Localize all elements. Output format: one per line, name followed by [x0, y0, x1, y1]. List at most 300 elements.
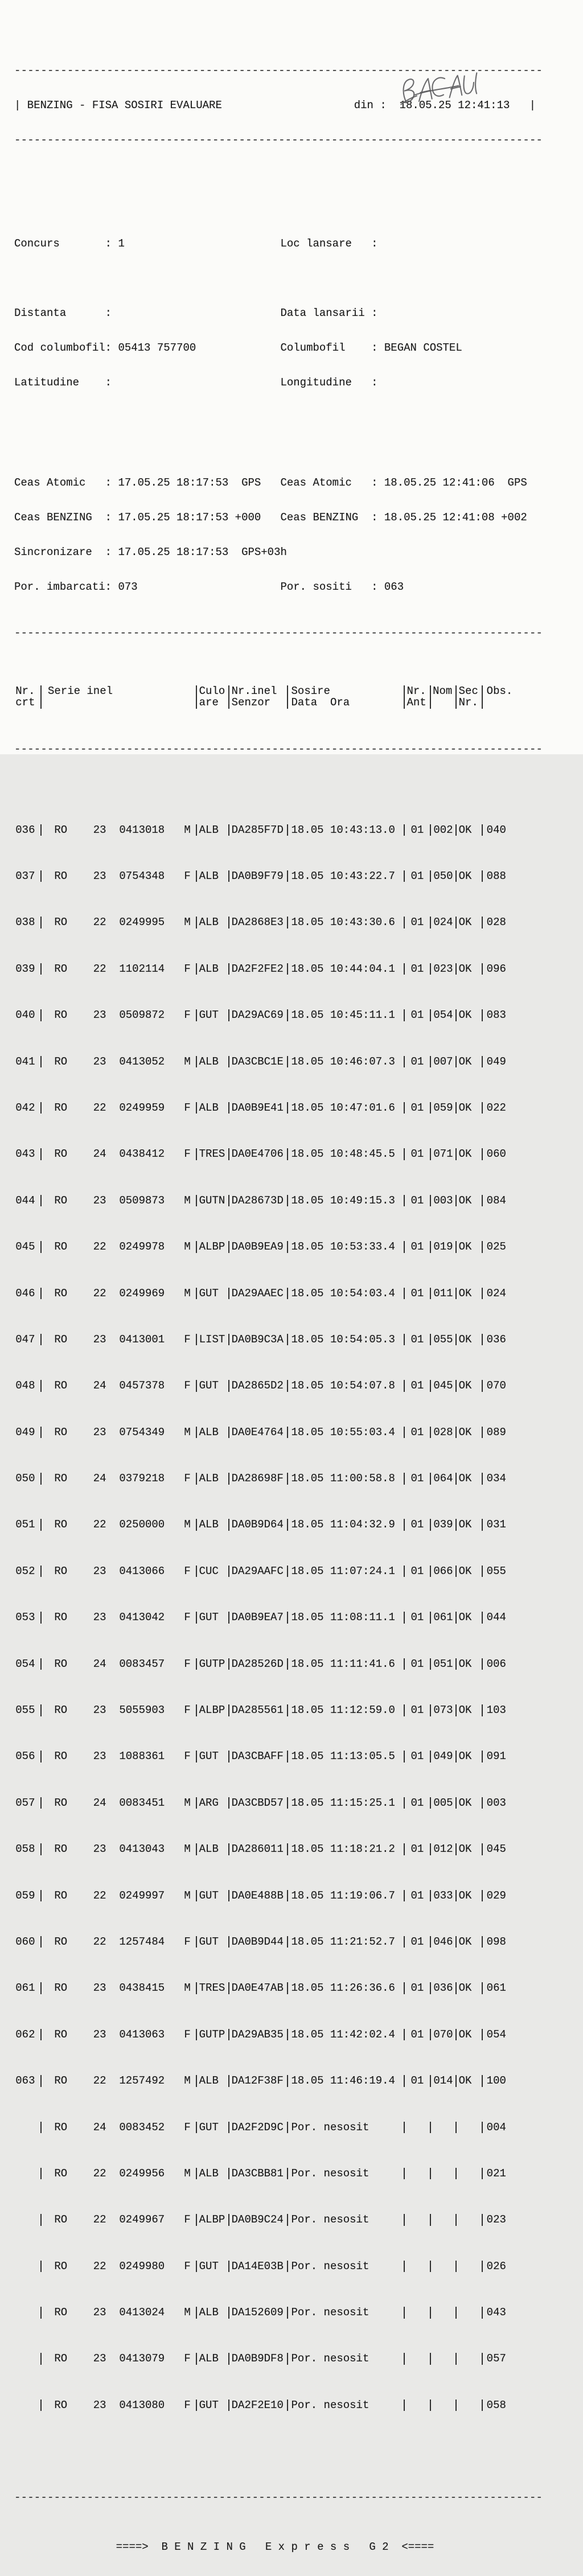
cell-senzor: DA29AAFC: [228, 1566, 287, 1577]
pigeon-sex: M: [184, 2306, 191, 2319]
cell-senzor: DA0E4764: [228, 1427, 287, 1439]
border-pipe: [14, 100, 20, 111]
meta-value: : BEGAN COSTEL: [371, 342, 462, 354]
border-pipe: [529, 100, 536, 111]
ring-country: RO: [54, 1009, 68, 1022]
cell-obs: 057: [482, 2353, 533, 2365]
cell-obs: 023: [482, 2214, 533, 2226]
meta-line-latitudine: [14, 377, 536, 388]
pigeon-sex: M: [184, 1796, 191, 1809]
ring-year: 24: [93, 2121, 106, 2134]
cell-obs: 096: [482, 963, 533, 975]
cell-sosire: 18.05 11:08:11.1: [287, 1612, 404, 1624]
cell-nom: 014: [430, 2075, 456, 2087]
meta-label: Columbofil: [280, 342, 346, 355]
clock-label: Por. sositi: [280, 580, 352, 593]
ring-number: 0509873: [119, 1194, 165, 1207]
cell-nr-ant: 01: [404, 1612, 430, 1624]
cell-senzor: DA3CBD57: [228, 1797, 287, 1809]
cell-nom: 028: [430, 1427, 456, 1439]
table-row: [14, 2400, 536, 2411]
cell-culoare: ALB: [196, 2168, 228, 2180]
cell-sosire: 18.05 11:26:36.6: [287, 1982, 404, 1994]
pigeon-sex: F: [184, 1148, 191, 1161]
ring-number: 0438412: [119, 1148, 165, 1161]
cell-culoare: GUT: [196, 1890, 228, 1902]
ring-country: RO: [54, 1750, 68, 1763]
cell-nr-crt: 059: [15, 1889, 35, 1902]
cell-nom: 046: [430, 1936, 456, 1948]
cell-serie-inel: [40, 1982, 196, 1994]
cell-sec: OK: [455, 1334, 482, 1346]
cell-obs: 045: [482, 1843, 533, 1855]
cell-nom: [430, 2261, 456, 2273]
ring-number: 1257484: [119, 1935, 165, 1948]
ring-country: RO: [54, 962, 68, 975]
cell-nom: 045: [430, 1380, 456, 1392]
ring-country: RO: [54, 1518, 68, 1531]
cell-nom: 059: [430, 1102, 456, 1114]
cell-nom: [430, 2307, 456, 2319]
cell-senzor: DA3CBAFF: [228, 1751, 287, 1762]
ring-number: 1088361: [119, 1750, 165, 1763]
cell-sec: OK: [455, 917, 482, 928]
cell-nr-crt: 039: [15, 962, 35, 975]
cell-senzor: DA0B9F79: [228, 870, 287, 882]
ring-country: RO: [54, 2352, 68, 2365]
cell-senzor: DA285561: [228, 1704, 287, 1716]
cell-culoare: ALB: [196, 1519, 228, 1531]
table-row: [14, 1380, 536, 1392]
cell-sec: OK: [455, 1982, 482, 1994]
cell-serie-inel: [40, 1890, 196, 1902]
table-row: [14, 1334, 536, 1346]
meta-label: Loc lansare: [280, 237, 352, 250]
clock-line-atomic: [14, 477, 536, 488]
cell-nr-crt: 053: [15, 1611, 35, 1624]
cell-serie-inel: [40, 1009, 196, 1021]
cell-nom: 054: [430, 1009, 456, 1021]
ring-number: 0249997: [119, 1889, 165, 1902]
meta-label: Latitudine: [14, 376, 80, 389]
cell-culoare: GUT: [196, 1751, 228, 1762]
cell-senzor: DA3CBB81: [228, 2168, 287, 2180]
cell-culoare: ARG: [196, 1797, 228, 1809]
table-row: [14, 1519, 536, 1531]
cell-nom: 073: [430, 1704, 456, 1716]
cell-senzor: DA29AB35: [228, 2029, 287, 2041]
cell-sosire: 18.05 10:54:05.3: [287, 1334, 404, 1346]
cell-culoare: ALBP: [196, 1704, 228, 1716]
cell-sosire: 18.05 10:49:15.3: [287, 1195, 404, 1207]
cell-sec: OK: [455, 1195, 482, 1207]
cell-obs: 098: [482, 1936, 533, 1948]
cell-nr-crt: 060: [15, 1935, 35, 1948]
cell-sosire: Por. nesosit: [287, 2353, 404, 2365]
cell-sec: OK: [455, 1890, 482, 1902]
table-row: [14, 1843, 536, 1855]
table-row: [14, 824, 536, 836]
meta-line-distanta: [14, 307, 536, 319]
table-row: [14, 1102, 536, 1114]
ring-year: 22: [93, 2259, 106, 2273]
cell-serie-inel: [40, 1148, 196, 1160]
cell-serie-inel: [40, 1566, 196, 1577]
cell-nom: 023: [430, 963, 456, 975]
ring-year: 22: [93, 962, 106, 975]
cell-nr-crt: [14, 2353, 40, 2365]
clock-label: Sincronizare: [14, 546, 92, 559]
cell-sec: OK: [455, 2075, 482, 2087]
cell-nom: [430, 2122, 456, 2134]
table-row: [14, 2168, 536, 2180]
ring-year: 22: [93, 1889, 106, 1902]
ring-country: RO: [54, 2306, 68, 2319]
table-row: [14, 1982, 536, 1994]
ring-country: RO: [54, 2398, 68, 2411]
ring-number: 0249980: [119, 2259, 165, 2273]
cell-obs: 004: [482, 2122, 533, 2134]
cell-sosire: Por. nesosit: [287, 2168, 404, 2180]
cell-nr-ant: 01: [404, 1288, 430, 1300]
column-header-nr-crt: Nr. crt: [15, 684, 35, 709]
cell-nr-ant: 01: [404, 1566, 430, 1577]
cell-nr-crt: 036: [15, 823, 35, 836]
cell-nr-ant: 01: [404, 1982, 430, 1994]
pigeon-sex: F: [184, 2121, 191, 2134]
cell-culoare: GUT: [196, 1936, 228, 1948]
cell-senzor: DA3CBC1E: [228, 1056, 287, 1068]
pigeon-sex: M: [184, 1055, 191, 1068]
table-row: [14, 1427, 536, 1439]
ring-country: RO: [54, 1843, 68, 1856]
cell-obs: 024: [482, 1288, 533, 1300]
cell-culoare: ALB: [196, 2307, 228, 2319]
cell-obs: 021: [482, 2168, 533, 2180]
ring-country: RO: [54, 1055, 68, 1068]
ring-year: 23: [93, 1750, 106, 1763]
pigeon-sex: F: [184, 2259, 191, 2273]
ring-number: 0754349: [119, 1425, 165, 1439]
cell-obs: 058: [482, 2400, 533, 2411]
cell-nr-crt: 037: [15, 869, 35, 882]
cell-nr-crt: [14, 2261, 40, 2273]
cell-sosire: 18.05 10:55:03.4: [287, 1427, 404, 1439]
cell-sosire: 18.05 10:46:07.3: [287, 1056, 404, 1068]
clock-label: Ceas Atomic: [280, 476, 352, 490]
cell-sec: [455, 2168, 482, 2180]
cell-culoare: ALB: [196, 2075, 228, 2087]
cell-nr-crt: 062: [15, 2028, 35, 2041]
cell-nr-ant: 01: [404, 1936, 430, 1948]
ring-country: RO: [54, 1982, 68, 1995]
table-row: [14, 917, 536, 928]
clock-value: : 18.05.25 12:41:06 GPS: [371, 477, 527, 488]
cell-culoare: GUT: [196, 1009, 228, 1021]
cell-culoare: ALB: [196, 824, 228, 836]
ring-year: 22: [93, 1240, 106, 1254]
column-header-culoare: Culo are: [196, 685, 228, 709]
cell-obs: 036: [482, 1334, 533, 1346]
cell-senzor: DA29AAEC: [228, 1288, 287, 1300]
cell-senzor: DA0B9E41: [228, 1102, 287, 1114]
dashed-rule: --------------------------------------------------------------------------------: [14, 64, 543, 77]
pigeon-sex: M: [184, 2074, 191, 2088]
cell-nom: 011: [430, 1288, 456, 1300]
cell-sosire: Por. nesosit: [287, 2214, 404, 2226]
cell-senzor: DA0B9C3A: [228, 1334, 287, 1346]
ring-year: 24: [93, 1148, 106, 1161]
cell-sec: OK: [455, 824, 482, 836]
ring-country: RO: [54, 1704, 68, 1717]
ring-number: 0379218: [119, 1472, 165, 1485]
ring-year: 23: [93, 1982, 106, 1995]
cell-obs: 022: [482, 1102, 533, 1114]
cell-senzor: DA285F7D: [228, 824, 287, 836]
ring-country: RO: [54, 2167, 68, 2180]
cell-sec: OK: [455, 1843, 482, 1855]
cell-serie-inel: [40, 1658, 196, 1670]
pigeon-sex: F: [184, 869, 191, 882]
cell-senzor: DA152609: [228, 2307, 287, 2319]
cell-obs: 084: [482, 1195, 533, 1207]
cell-culoare: GUTN: [196, 1195, 228, 1207]
meta-label: Concurs: [14, 237, 60, 250]
cell-obs: 083: [482, 1009, 533, 1021]
cell-culoare: LIST: [196, 1334, 228, 1346]
cell-nr-crt: 057: [15, 1796, 35, 1809]
cell-sosire: 18.05 10:54:07.8: [287, 1380, 404, 1392]
cell-senzor: DA0E4706: [228, 1148, 287, 1160]
cell-nr-crt: 046: [15, 1287, 35, 1300]
ring-year: 23: [93, 1564, 106, 1577]
pigeon-sex: F: [184, 2352, 191, 2365]
cell-nr-ant: 01: [404, 1195, 430, 1207]
ring-number: 1102114: [119, 962, 165, 975]
clock-value: : 17.05.25 18:17:53 GPS: [105, 477, 261, 488]
dashed-rule: --------------------------------------------------------------------------------: [14, 2491, 543, 2504]
cell-senzor: DA0B9D44: [228, 1936, 287, 1948]
table-row: [14, 1288, 536, 1300]
cell-culoare: GUT: [196, 2122, 228, 2134]
cell-serie-inel: [40, 1195, 196, 1207]
footer-text: ====> B E N Z I N G E x p r e s s G 2 <====: [116, 2540, 434, 2553]
pigeon-sex: F: [184, 962, 191, 975]
cell-nom: 055: [430, 1334, 456, 1346]
ring-country: RO: [54, 869, 68, 882]
cell-nom: 050: [430, 870, 456, 882]
cell-culoare: TRES: [196, 1148, 228, 1160]
table-row: [14, 2214, 536, 2226]
table-row: [14, 2353, 536, 2365]
cell-obs: 040: [482, 824, 533, 836]
pigeon-sex: M: [184, 823, 191, 836]
cell-serie-inel: [40, 2261, 196, 2273]
din-label: din :: [354, 98, 387, 112]
cell-senzor: DA28526D: [228, 1658, 287, 1670]
cell-senzor: DA286011: [228, 1843, 287, 1855]
cell-nr-ant: 01: [404, 1843, 430, 1855]
cell-nr-ant: 01: [404, 1519, 430, 1531]
table-row: [14, 1566, 536, 1577]
cell-nom: 036: [430, 1982, 456, 1994]
cell-obs: 028: [482, 917, 533, 928]
ring-year: 24: [93, 1657, 106, 1670]
cell-sosire: Por. nesosit: [287, 2122, 404, 2134]
cell-sec: OK: [455, 1751, 482, 1762]
report-datetime: 18.05.25 12:41:13: [399, 98, 510, 112]
ring-country: RO: [54, 2259, 68, 2273]
cell-sosire: 18.05 11:07:24.1: [287, 1566, 404, 1577]
clock-label: Ceas BENZING: [280, 511, 359, 524]
cell-nr-crt: 056: [15, 1750, 35, 1763]
column-header-nr-inel-senzor: Nr.inel Senzor: [228, 685, 287, 709]
cell-culoare: TRES: [196, 1982, 228, 1994]
ring-year: 22: [93, 1518, 106, 1531]
cell-nr-ant: 01: [404, 1890, 430, 1902]
table-row: [14, 1704, 536, 1716]
cell-senzor: DA28698F: [228, 1473, 287, 1485]
cell-sec: [455, 2353, 482, 2365]
ring-country: RO: [54, 1796, 68, 1809]
cell-sosire: 18.05 11:46:19.4: [287, 2075, 404, 2087]
clock-value: : 073: [105, 581, 138, 593]
cell-obs: 103: [482, 1704, 533, 1716]
cell-obs: 049: [482, 1056, 533, 1068]
cell-senzor: DA0E488B: [228, 1890, 287, 1902]
ring-number: 5055903: [119, 1704, 165, 1717]
ring-country: RO: [54, 2213, 68, 2226]
ring-country: RO: [54, 2121, 68, 2134]
pigeon-sex: M: [184, 1287, 191, 1300]
pigeon-sex: F: [184, 2028, 191, 2041]
cell-sosire: 18.05 11:00:58.8: [287, 1473, 404, 1485]
ring-country: RO: [54, 1287, 68, 1300]
cell-nr-ant: 01: [404, 917, 430, 928]
ring-number: 0413080: [119, 2398, 165, 2411]
cell-obs: 061: [482, 1982, 533, 1994]
cell-sosire: 18.05 10:43:13.0: [287, 824, 404, 836]
cell-serie-inel: [40, 1704, 196, 1716]
cell-sec: OK: [455, 870, 482, 882]
cell-serie-inel: [40, 2168, 196, 2180]
cell-nr-ant: [404, 2122, 430, 2134]
pigeon-sex: F: [184, 1564, 191, 1577]
cell-sec: OK: [455, 963, 482, 975]
cell-nom: 007: [430, 1056, 456, 1068]
cell-nr-crt: 063: [15, 2074, 35, 2088]
meta-label: Data lansarii: [280, 307, 365, 320]
cell-sec: [455, 2122, 482, 2134]
cell-nr-ant: [404, 2400, 430, 2411]
table-row: [14, 2307, 536, 2319]
cell-obs: 088: [482, 870, 533, 882]
meta-value: : 05413 757700: [105, 342, 196, 354]
cell-serie-inel: [40, 1334, 196, 1346]
cell-serie-inel: [40, 2122, 196, 2134]
cell-sec: [455, 2214, 482, 2226]
ring-year: 23: [93, 2398, 106, 2411]
table-row: [14, 1751, 536, 1762]
ring-number: 0413063: [119, 2028, 165, 2041]
dashed-rule: --------------------------------------------------------------------------------: [14, 742, 543, 755]
cell-nom: [430, 2400, 456, 2411]
table-row: [14, 1797, 536, 1809]
dashed-rule: --------------------------------------------------------------------------------: [14, 627, 543, 640]
ring-number: 0413018: [119, 823, 165, 836]
cell-obs: 025: [482, 1241, 533, 1253]
ring-country: RO: [54, 1379, 68, 1392]
cell-serie-inel: [40, 1056, 196, 1068]
cell-sosire: Por. nesosit: [287, 2400, 404, 2411]
clock-line-sincronizare: [14, 547, 536, 558]
cell-sosire: 18.05 11:15:25.1: [287, 1797, 404, 1809]
ring-country: RO: [54, 1240, 68, 1254]
column-header-nom: Nom: [430, 685, 456, 709]
pigeon-sex: M: [184, 1843, 191, 1856]
ring-year: 23: [93, 1194, 106, 1207]
ring-year: 23: [93, 823, 106, 836]
cell-serie-inel: [40, 2307, 196, 2319]
cell-sec: OK: [455, 1936, 482, 1948]
cell-culoare: GUTP: [196, 1658, 228, 1670]
clock-label: Ceas BENZING: [14, 511, 92, 524]
column-header-serie-inel: Serie inel: [40, 685, 196, 709]
pigeon-sex: M: [184, 1982, 191, 1995]
meta-label: Distanta: [14, 307, 67, 320]
cell-sec: OK: [455, 1473, 482, 1485]
cell-nr-crt: 054: [15, 1657, 35, 1670]
cell-nr-ant: 01: [404, 2075, 430, 2087]
cell-obs: 054: [482, 2029, 533, 2041]
cell-sec: OK: [455, 1241, 482, 1253]
report-document: [14, 30, 543, 2576]
cell-obs: 026: [482, 2261, 533, 2273]
cell-nom: 064: [430, 1473, 456, 1485]
pigeon-sex: F: [184, 2398, 191, 2411]
cell-nr-crt: 041: [15, 1055, 35, 1068]
cell-nr-ant: 01: [404, 1427, 430, 1439]
cell-sec: OK: [455, 1566, 482, 1577]
table-header: [14, 685, 536, 709]
ring-number: 0413042: [119, 1611, 165, 1624]
cell-sec: OK: [455, 1056, 482, 1068]
cell-senzor: DA2868E3: [228, 917, 287, 928]
ring-year: 23: [93, 2028, 106, 2041]
ring-year: 23: [93, 1425, 106, 1439]
cell-nr-ant: 01: [404, 1380, 430, 1392]
table-row: [14, 1936, 536, 1948]
meta-line-concurs: [14, 238, 536, 249]
cell-nr-crt: 051: [15, 1518, 35, 1531]
cell-culoare: GUT: [196, 2261, 228, 2273]
meta-value: [371, 377, 384, 388]
ring-year: 24: [93, 1472, 106, 1485]
ring-country: RO: [54, 2028, 68, 2041]
cell-culoare: GUT: [196, 1288, 228, 1300]
cell-senzor: DA14E03B: [228, 2261, 287, 2273]
cell-culoare: ALB: [196, 1843, 228, 1855]
cell-sec: OK: [455, 1380, 482, 1392]
cell-culoare: ALB: [196, 1102, 228, 1114]
cell-obs: 034: [482, 1473, 533, 1485]
meta-value: [371, 307, 384, 319]
column-header-nr-ant: Nr. Ant: [404, 685, 430, 709]
cell-senzor: DA2865D2: [228, 1380, 287, 1392]
ring-country: RO: [54, 1935, 68, 1948]
ring-number: 0413024: [119, 2306, 165, 2319]
cell-obs: 070: [482, 1380, 533, 1392]
